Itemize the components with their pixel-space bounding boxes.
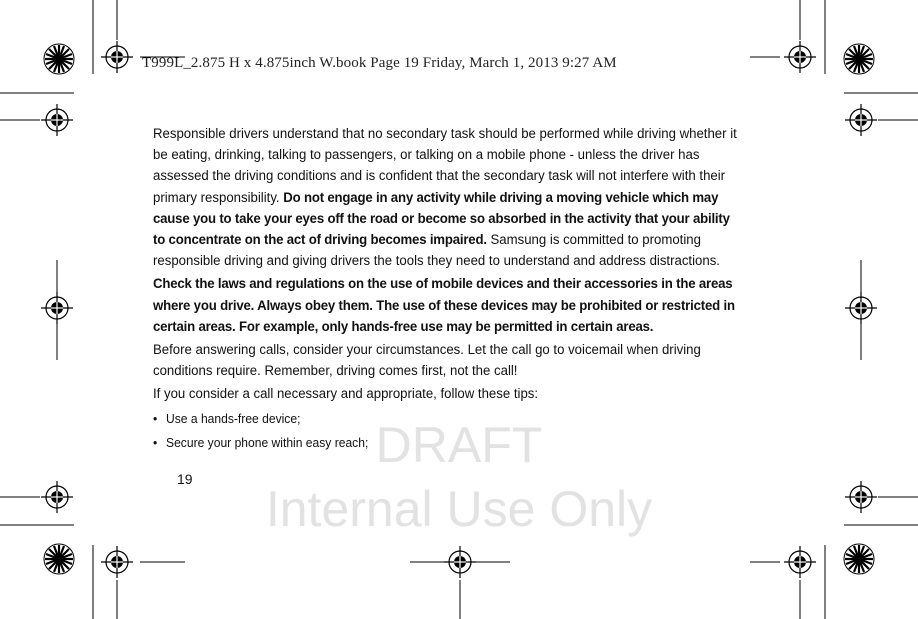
- page-content: [153, 124, 739, 456]
- page-number: 19: [177, 471, 193, 487]
- list-item-text: Secure your phone within easy reach;: [166, 434, 369, 450]
- paragraph-tips-intro: If you consider a call necessary and appropriate, follow these tips:: [153, 386, 539, 403]
- bullet-icon: •: [153, 410, 158, 426]
- watermark-internal-use: Internal Use Only: [265, 481, 653, 537]
- paragraph-laws-warning: Check the laws and regulations on the use of mobile devices and their accessories in the areas where you drive. Always obey them. The use of these devices may be prohibited or restricted in certain areas. For example, only hands-free use may be permitted in certain areas.: [153, 276, 735, 335]
- paragraph-responsible-drivers: [153, 124, 739, 272]
- book-header: T999L_2.875 H x 4.875inch W.book Page 19 Friday, March 1, 2013 9:27 AM: [142, 55, 617, 71]
- watermark-draft: DRAFT: [375, 417, 543, 473]
- bold-warning: Do not engage in any activity while driving a moving vehicle which may cause you to take your eyes off the road or become so absorbed in the activity that your ability to concentrate on the act of driving becomes impaired.: [153, 189, 730, 249]
- paragraph-before-answering: Before answering calls, consider your circumstances. Let the call go to voicemail when driving conditions require. Remember, driving comes first, not the call!: [153, 342, 701, 380]
- bullet-icon: •: [153, 434, 158, 450]
- list-item-text: Use a hands-free device;: [166, 410, 301, 426]
- paragraph-text: Responsible drivers understand that no secondary task should be performed while driving whether it be eating, drinking, talking to passengers, or talking on a mobile phone - unless the driver has assessed the driving conditions and is confident that the secondary task will not interfere with their primary responsibility.: [153, 126, 737, 206]
- paragraph-text: Samsung is committed to promoting responsible driving and giving drivers the tools they need to understand and address distractions.: [153, 232, 720, 270]
